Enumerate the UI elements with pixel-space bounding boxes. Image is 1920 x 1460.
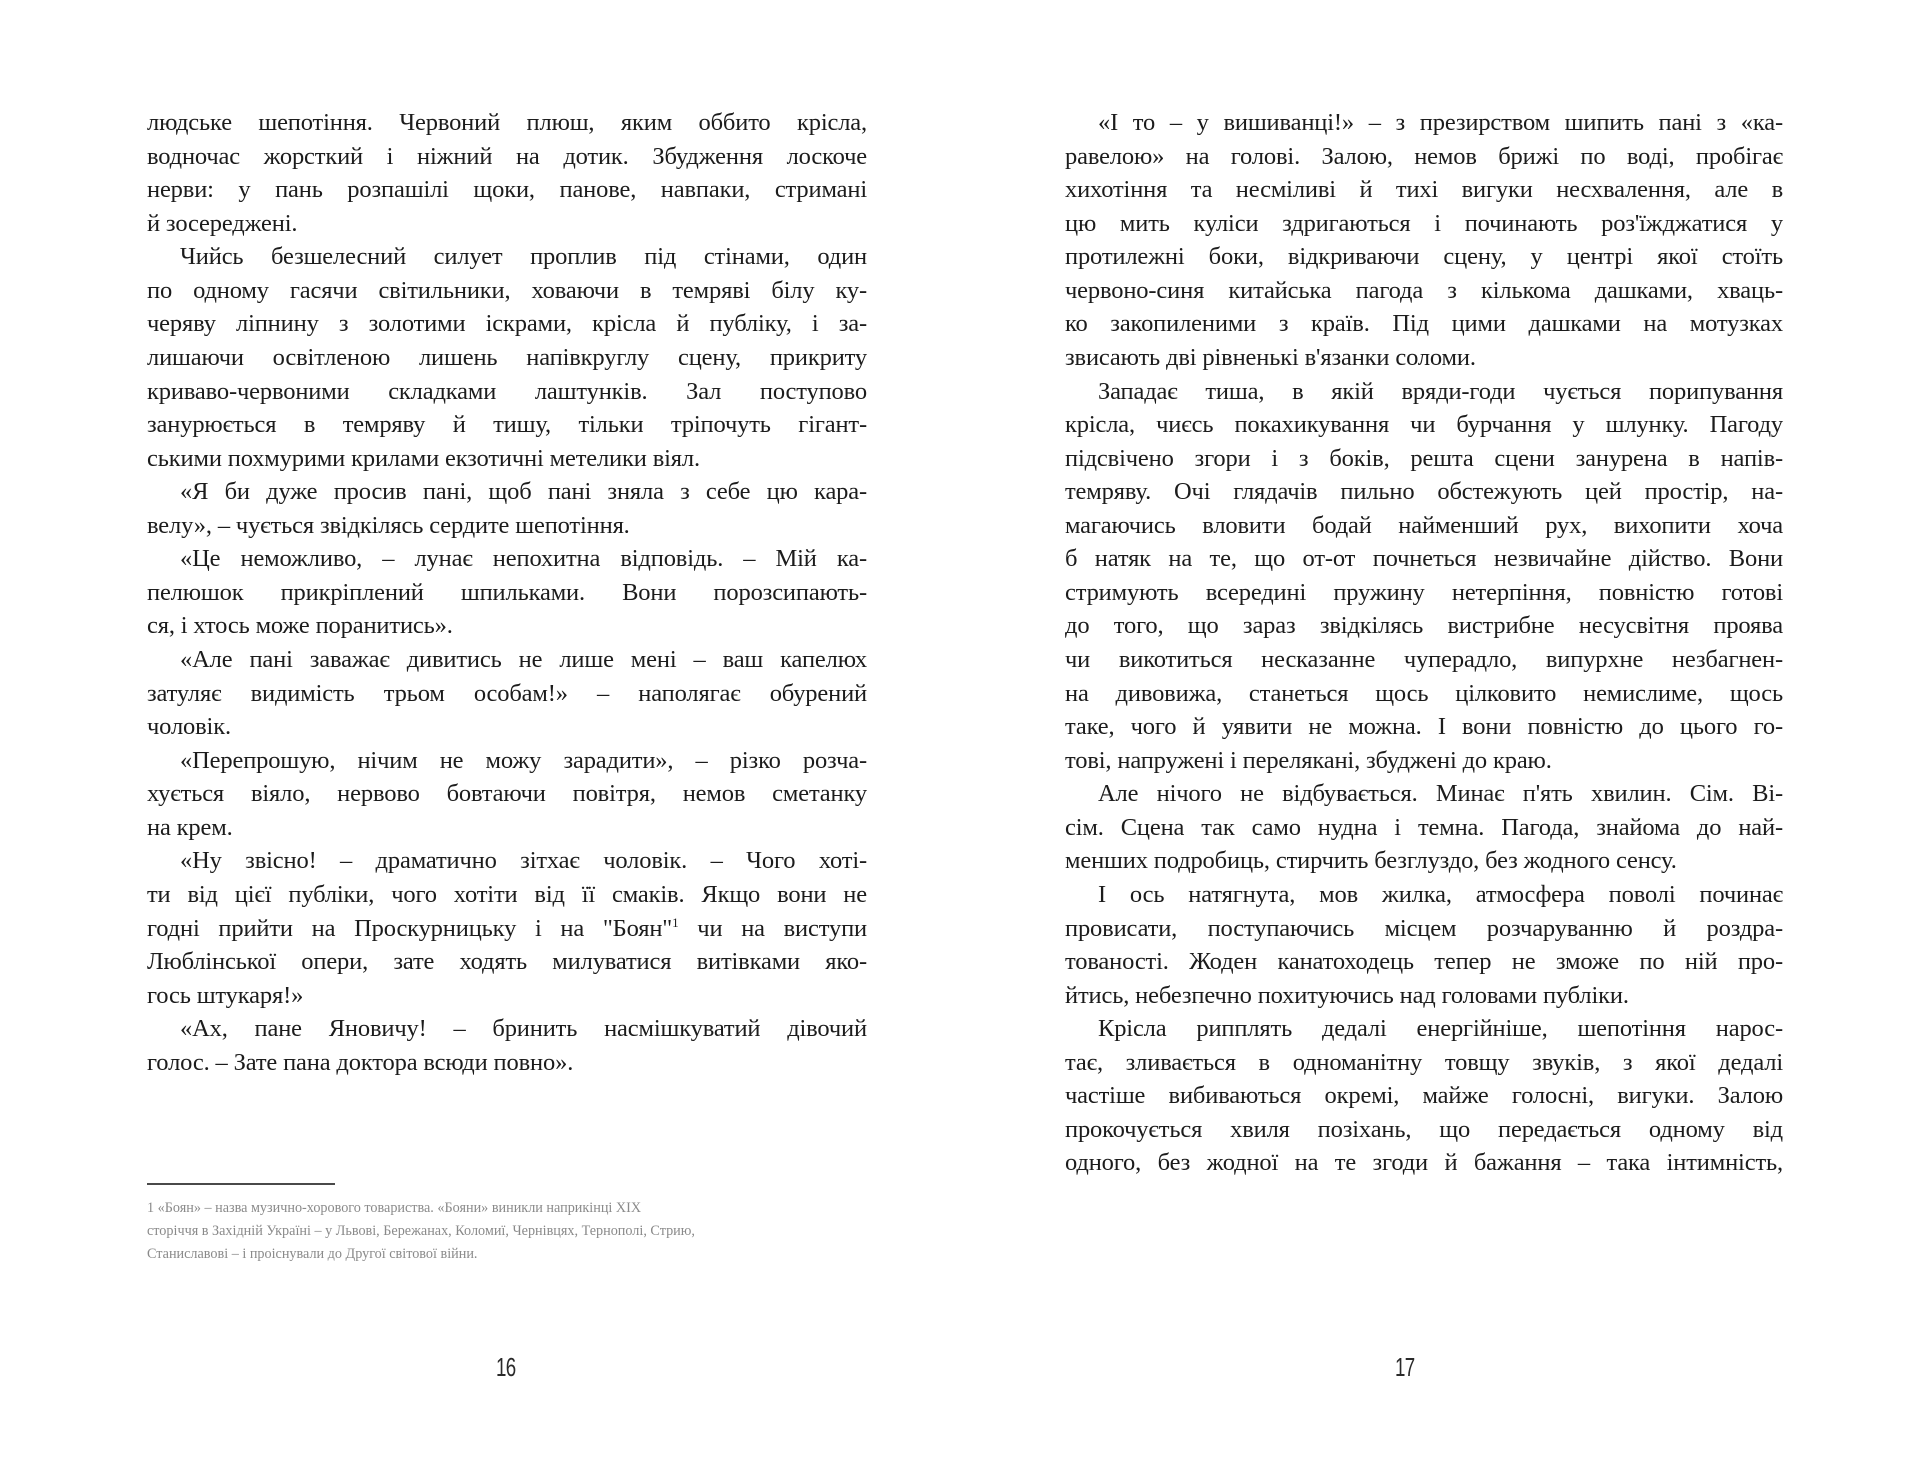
text-line-content: водночас жорсткий і ніжний на дотик. Збудження лоскоче: [147, 142, 867, 170]
text-line: [147, 1012, 867, 1046]
text-line: [147, 744, 867, 778]
text-line-content: «Але пані заважає дивитись не лише мені – ваш капелюх: [180, 646, 867, 673]
text-line-content: хується віяло, нервово бовтаючи повітря, немов сметанку: [147, 780, 867, 808]
text-line-content: чи викотиться несказанне чуперадло, випурхне незбагнен-: [1065, 646, 1783, 673]
left-page: [147, 0, 867, 1460]
text-line: [147, 475, 867, 509]
text-line: [147, 844, 867, 878]
text-line: [1065, 878, 1783, 912]
text-line-content: чи на виступи: [678, 914, 867, 942]
text-line: [147, 106, 867, 140]
text-line-content: нерви: у пань розпашілі щоки, панове, навпаки, стримані: [147, 176, 867, 204]
text-line-content: занурюється в темряву й тишу, тільки тріпочуть гігант-: [147, 411, 867, 439]
text-line: [1065, 844, 1783, 878]
text-line: [1065, 1079, 1783, 1113]
text-line: [147, 777, 867, 811]
text-line: [1065, 106, 1783, 140]
text-line-content: протилежні боки, відкриваючи сцену, у центрі якої стоїть: [1065, 243, 1783, 271]
text-line: [147, 710, 867, 744]
text-line-content: гось штукаря!»: [147, 981, 304, 1009]
text-line-content: таке, чого й уявити не можна. І вони повністю до цього го-: [1065, 713, 1783, 741]
text-line-content: одного, без жодної на те згоди й бажання – така інтимність,: [1065, 1149, 1783, 1177]
text-line-content: цю мить куліси здригаються і починають роз'їжджатися у: [1065, 209, 1783, 237]
text-line: [147, 576, 867, 610]
text-line-content: на дивовижа, станеться щось цілковито немислиме, щось: [1065, 679, 1783, 707]
text-line: [147, 442, 867, 476]
text-line: [1065, 811, 1783, 845]
text-line: [1065, 710, 1783, 744]
text-line: [1065, 1113, 1783, 1147]
text-line: [1065, 1046, 1783, 1080]
text-line: [1065, 576, 1783, 610]
text-line: [1065, 542, 1783, 576]
text-line-content: ся, і хтось може поранитись».: [147, 612, 453, 640]
text-line-content: по одному гасячи світильники, ховаючи в темряві білу ку-: [147, 276, 867, 304]
text-line-content: годні прийти на Проскурницьку і на "Боян": [147, 914, 673, 942]
text-line-content: Люблінської опери, зате ходять милуватися витівками яко-: [147, 948, 867, 976]
text-line-content: людське шепотіння. Червоний плюш, яким оббито крісла,: [147, 109, 867, 136]
text-line: [1065, 744, 1783, 778]
text-line-content: хихотіння та несміливі й тихі вигуки несхвалення, але в: [1065, 176, 1783, 204]
footnote-line: 1 «Боян» – назва музично-хорового товариства. «Бояни» виникли наприкінці XIX: [147, 1200, 642, 1216]
text-line: [1065, 173, 1783, 207]
text-line-content: тованості. Жоден канатоходець тепер не зможе по ній про-: [1065, 948, 1783, 976]
text-line: [147, 542, 867, 576]
text-line: [1065, 1146, 1783, 1180]
text-line: [147, 979, 867, 1013]
text-line-content: «Я би дуже просив пані, щоб пані зняла з себе цю кара-: [180, 478, 867, 506]
text-line-content: тові, напружені і перелякані, збуджені до краю.: [1065, 746, 1552, 774]
text-line: [147, 375, 867, 409]
text-line-content: ко закопиленими з країв. Під цими дашками на мотузках: [1065, 310, 1783, 338]
text-line-content: Крісла рипплять дедалі енергійніше, шепотіння нарос-: [1098, 1015, 1783, 1043]
page-number-left: 16: [496, 1352, 516, 1382]
text-line: [1065, 677, 1783, 711]
text-line-content: стримують всередині пружину нетерпіння, повністю готові: [1065, 578, 1783, 606]
text-line: [1065, 979, 1783, 1013]
text-line-content: сім. Сцена так само нудна і темна. Пагода, знайома до най-: [1065, 813, 1783, 841]
footnote-reference[interactable]: 1: [672, 914, 679, 930]
text-line-content: темряву. Очі глядачів пильно обстежують цей простір, на-: [1065, 478, 1783, 506]
text-line-content: «Ах, пане Яновичу! – бринить насмішкуватий дівочий: [180, 1015, 867, 1043]
text-line: [1065, 643, 1783, 677]
text-line-content: чоловік.: [147, 713, 231, 741]
left-page-body-text: [147, 106, 867, 1079]
text-line-content: Западає тиша, в якій вряди-годи чується порипування: [1098, 377, 1783, 405]
page-number-right: 17: [1395, 1352, 1415, 1382]
text-line-content: провисати, поступаючись місцем розчаруванню й роздра-: [1065, 914, 1783, 942]
text-line: [1065, 509, 1783, 543]
text-line: [147, 609, 867, 643]
text-line-content: Чийсь безшелесний силует проплив під стінами, один: [180, 243, 867, 271]
text-line-content: ськими похмурими крилами екзотичні метелики віял.: [147, 444, 700, 472]
footnote-divider: [147, 1183, 335, 1185]
text-line-content: прокочується хвиля позіхань, що передається одному від: [1065, 1115, 1783, 1143]
text-line-content: менших подробиць, стирчить безглуздо, без жодного сенсу.: [1065, 847, 1677, 875]
text-line: [1065, 375, 1783, 409]
text-line: [1065, 140, 1783, 174]
text-line: [147, 274, 867, 308]
text-line: [1065, 1012, 1783, 1046]
text-line-content: затуляє видимість трьом особам!» – наполягає обурений: [147, 679, 867, 707]
text-line: [147, 945, 867, 979]
text-line-content: велу», – чується звідкілясь сердите шепотіння.: [147, 511, 630, 539]
text-line: [147, 408, 867, 442]
footnote: [147, 1197, 867, 1266]
text-line: [147, 811, 867, 845]
text-line: [1065, 274, 1783, 308]
text-line: [1065, 307, 1783, 341]
text-line: [147, 240, 867, 274]
text-line-content: Але нічого не відбувається. Минає п'ять хвилин. Сім. Ві-: [1098, 780, 1783, 808]
text-line-content: голос. – Зате пана доктора всюди повно».: [147, 1048, 574, 1076]
text-line: [1065, 777, 1783, 811]
text-line-content: пелюшок прикріплений шпильками. Вони порозсипають-: [147, 578, 867, 606]
text-line-content: червоно-синя китайська пагода з кількома дашками, хваць-: [1065, 276, 1783, 304]
right-page: [1065, 0, 1783, 1460]
text-line: [147, 173, 867, 207]
right-page-body-text: [1065, 106, 1783, 1180]
text-line: [1065, 475, 1783, 509]
text-line-content: б натяк на те, що от-от почнеться незвичайне дійство. Вони: [1065, 545, 1783, 573]
text-line: [147, 509, 867, 543]
text-line: [147, 307, 867, 341]
text-line: [1065, 912, 1783, 946]
text-line-content: І ось натягнута, мов жилка, атмосфера поволі починає: [1098, 880, 1783, 908]
text-line-content: тає, зливається в одноманітну товщу звуків, з якої дедалі: [1065, 1048, 1783, 1076]
text-line-content: «Це неможливо, – лунає непохитна відповідь. – Мій ка-: [180, 545, 867, 573]
text-line-content: йтись, небезпечно похитуючись над головами публіки.: [1065, 981, 1629, 1009]
text-line: [147, 677, 867, 711]
text-line: [147, 140, 867, 174]
text-line: [1065, 442, 1783, 476]
text-line-content: звисають дві рівненькі в'язанки соломи.: [1065, 343, 1476, 371]
footnote-line: Станиславові – і проіснували до Другої світової війни.: [147, 1246, 478, 1262]
text-line: [147, 1046, 867, 1080]
text-line-content: до того, що зараз звідкілясь вистрибне несусвітня проява: [1065, 612, 1783, 640]
text-line-content: підсвічено згори і з боків, решта сцени занурена в напів-: [1065, 444, 1783, 472]
text-line: [1065, 341, 1783, 375]
text-line: [1065, 609, 1783, 643]
text-line: [147, 643, 867, 677]
text-line-content: «І то – у вишиванці!» – з презирством шипить пані з «ка-: [1098, 109, 1783, 136]
text-line-content: криваво-червоними складками лаштунків. Зал поступово: [147, 377, 867, 405]
text-line-content: крісла, чиєсь покахикування чи бурчання у шлунку. Пагоду: [1065, 411, 1783, 439]
footnote-line: сторіччя в Західній Україні – у Львові, Бережанах, Коломиї, Чернівцях, Тернополі, Стрию,: [147, 1223, 695, 1239]
text-line-content: магаючись вловити бодай найменший рух, вихопити хоча: [1065, 511, 1783, 539]
text-line-content: лишаючи освітленою лишень напівкруглу сцену, прикриту: [147, 343, 867, 371]
text-line-content: й зосереджені.: [147, 209, 298, 237]
text-line: [1065, 240, 1783, 274]
text-line-content: «Перепрошую, нічим не можу зарадити», – різко розча-: [180, 746, 867, 774]
text-line: [1065, 408, 1783, 442]
text-line-content: равелою» на голові. Залою, немов брижі по воді, пробігає: [1065, 142, 1783, 170]
text-line-content: «Ну звісно! – драматично зітхає чоловік. – Чого хоті-: [180, 847, 867, 875]
text-line-content: ти від цієї публіки, чого хотіти від її смаків. Якщо вони не: [147, 880, 867, 908]
text-line: [1065, 945, 1783, 979]
text-line-content: черяву ліпнину з золотими іскрами, крісла й публіку, і за-: [147, 310, 867, 338]
text-line: [1065, 207, 1783, 241]
text-line: [147, 207, 867, 241]
text-line: [147, 912, 867, 946]
text-line: [147, 878, 867, 912]
text-line-content: частіше вибиваються окремі, майже голосні, вигуки. Залою: [1065, 1082, 1783, 1110]
text-line-content: на крем.: [147, 813, 233, 841]
text-line: [147, 341, 867, 375]
